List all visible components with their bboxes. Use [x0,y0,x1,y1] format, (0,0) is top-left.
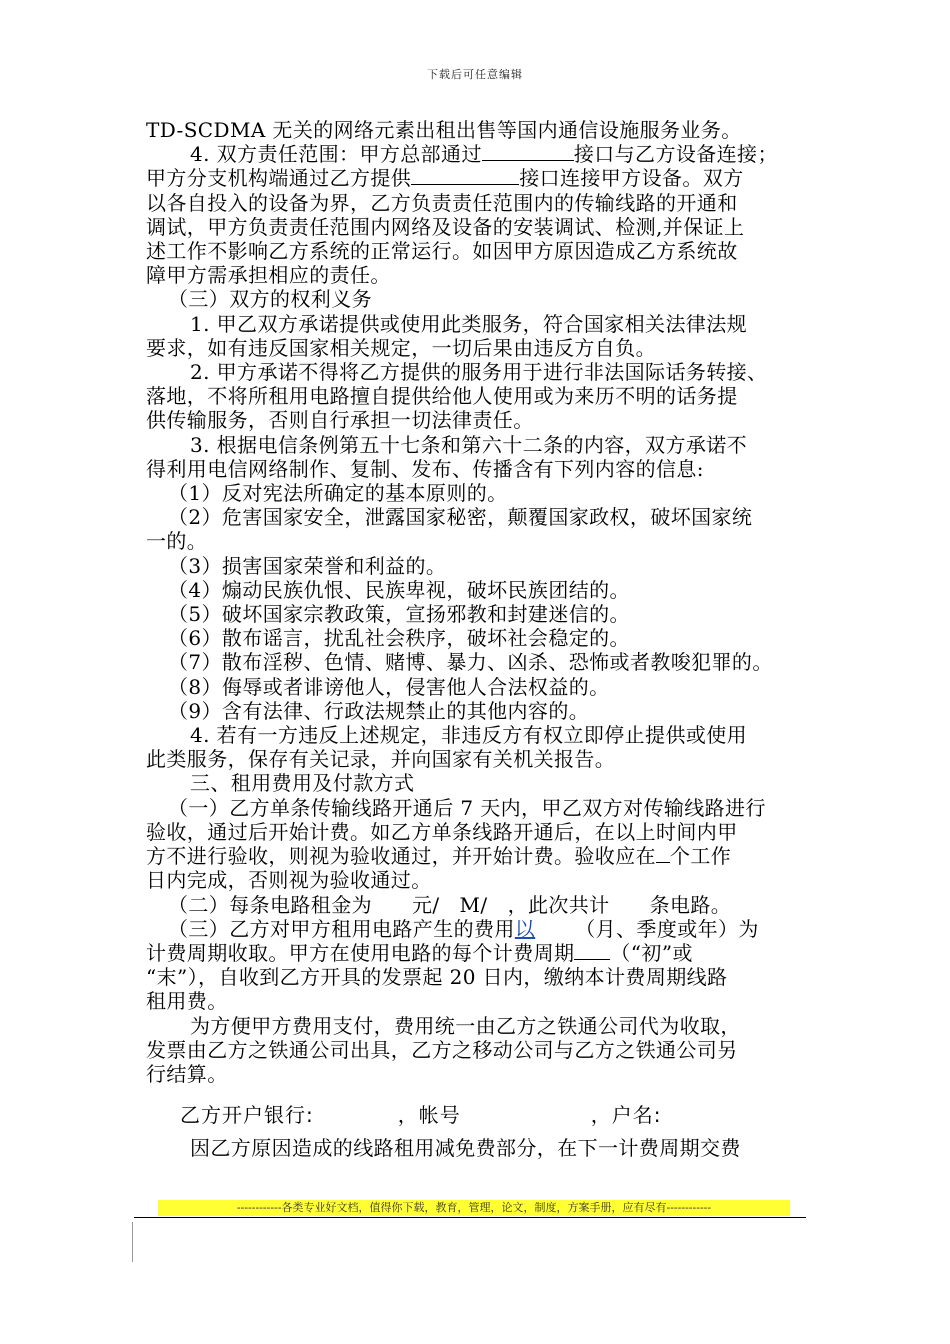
section-heading: 三、租用费用及付款方式 [190,771,415,796]
text-line: 以各自投入的设备为界，乙方负责责任范围内的传输线路的开通和 [146,190,738,215]
text-line: （一）乙方单条传输线路开通后 7 天内，甲乙双方对传输线路进行 [168,795,766,820]
text-line: 述工作不影响乙方系统的正常运行。如因甲方原因造成乙方系统故 [146,239,738,264]
blank-field [482,142,574,161]
text-line: 为方便甲方费用支付，费用统一由乙方之铁通公司代为收取， [190,1013,741,1038]
list-item: （5）破坏国家宗教政策，宣扬邪教和封建迷信的。 [168,602,630,627]
text-line: 因乙方原因造成的线路租用减免费部分，在下一计费周期交费 [190,1136,741,1161]
text-line: 3. 根据电信条例第五十七条和第六十二条的内容，双方承诺不 [190,432,748,457]
text-line: 行结算。 [146,1061,228,1086]
text-line: “末”），自收到乙方开具的发票起 20 日内，缴纳本计费周期线路 [146,965,728,990]
text-line: （二）每条电路租金为 元/ M/ ，此次共计 条电路。 [168,892,732,917]
text-line: 供传输服务，否则自行承担一切法律责任。 [146,408,534,433]
list-item: （1）反对宪法所确定的基本原则的。 [168,481,508,506]
blank-link[interactable]: 以 [514,916,536,941]
text-line: 此类服务，保存有关记录，并向国家有关机关报告。 [146,747,616,772]
blank-field [574,941,610,960]
list-item: （6）散布谣言，扰乱社会秩序，破坏社会稳定的。 [168,626,630,651]
text-line: 调试，甲方负责责任范围内网络及设备的安装调试、检测,并保证上 [146,214,745,239]
list-item: （4）煽动民族仇恨、民族卑视，破坏民族团结的。 [168,577,630,602]
text-line: 验收，通过后开始计费。如乙方单条线路开通后，在以上时间内甲 [146,819,738,844]
text-line: 发票由乙方之铁通公司出具，乙方之移动公司与乙方之铁通公司另 [146,1037,738,1062]
margin-marker [132,1222,133,1262]
list-item: （8）侮辱或者诽谤他人，侵害他人合法权益的。 [168,674,610,699]
text-line: 甲方分支机构端通过乙方提供 接口连接甲方设备。双方 [146,166,744,191]
blank-field [411,166,519,185]
text-line: 4. 双方责任范围：甲方总部通过 接口与乙方设备连接； [190,142,778,167]
document-body [146,118,812,1160]
list-item: （3）损害国家荣誉和利益的。 [168,553,447,578]
footer-banner: ------------各类专业好文档，值得你下载，教育，管理，论文，制度，方案手册，应有尽有------------ [158,1200,790,1216]
section-heading: （三）双方的权利义务 [168,287,372,312]
text-line: 4. 若有一方违反上述规定，非违反方有权立即停止提供或使用 [190,723,748,748]
bank-info-line: 乙方开户银行: ，帐号 ，户名: [180,1103,662,1128]
list-item: （7）散布淫秽、色情、赌博、暴力、凶杀、恐怖或者教唆犯罪的。 [168,650,773,675]
text-line: 得利用电信网络制作、复制、发布、传播含有下列内容的信息: [146,456,704,481]
blank-field [656,844,670,863]
footer-divider [134,1217,806,1218]
text-line: TD-SCDMA 无关的网络元素出租出售等国内通信设施服务业务。 [146,118,742,142]
text-line: （三）乙方对甲方租用电路产生的费用以 （月、季度或年）为 [168,916,759,941]
header-note: 下载后可任意编辑 [427,68,523,81]
text-line: 一的。 [146,529,208,554]
text-line: 方不进行验收，则视为验收通过，并开始计费。验收应在 个工作 [146,844,732,869]
text-line: 要求，如有违反国家相关规定，一切后果由违反方自负。 [146,335,656,360]
text-line: 日内完成，否则视为验收通过。 [146,868,432,893]
text-line: 1. 甲乙双方承诺提供或使用此类服务，符合国家相关法律法规 [190,311,748,336]
text-line: 障甲方需承担相应的责任。 [146,263,391,288]
text-line: 2. 甲方承诺不得将乙方提供的服务用于进行非法国际话务转接、 [190,360,768,385]
text-line: 租用费。 [146,989,228,1014]
list-item: （2）危害国家安全，泄露国家秘密，颠覆国家政权，破坏国家统 [168,505,753,530]
list-item: （9）含有法律、行政法规禁止的其他内容的。 [168,698,590,723]
text-line: 计费周期收取。甲方在使用电路的每个计费周期 （“初”或 [146,940,693,965]
text-line: 落地，不将所租用电路擅自提供给他人使用或为来历不明的话务提 [146,384,738,409]
